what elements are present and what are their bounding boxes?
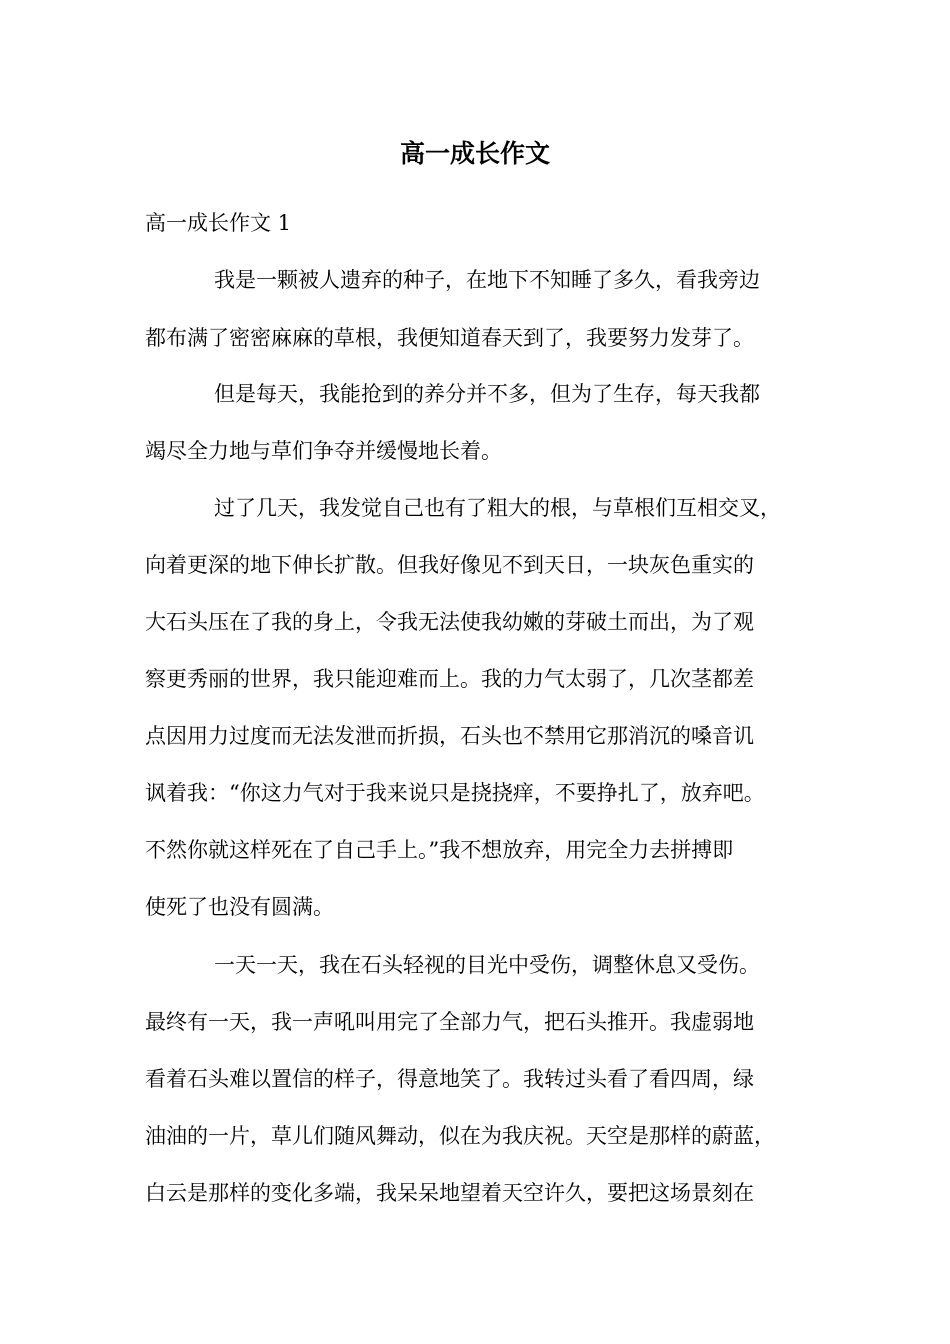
text-line: 看着石头难以置信的样子，得意地笑了。我转过头看了看四周，绿 bbox=[145, 1067, 754, 1091]
text-line: 察更秀丽的世界，我只能迎难而上。我的力气太弱了，几次茎都差 bbox=[145, 667, 754, 691]
text-line: 一天一天，我在石头轻视的目光中受伤，调整休息又受伤。 bbox=[214, 953, 760, 977]
text-line: 最终有一天，我一声吼叫用完了全部力气，把石头推开。我虚弱地 bbox=[145, 1010, 754, 1034]
text-line: 白云是那样的变化多端，我呆呆地望着天空许久，要把这场景刻在 bbox=[145, 1181, 754, 1205]
text-line: 但是每天，我能抢到的养分并不多，但为了生存，每天我都 bbox=[214, 382, 760, 406]
text-line: 讽着我：“你这力气对于我来说只是挠挠痒，不要挣扎了，放弃吧。 bbox=[145, 781, 765, 805]
text-line: 油油的一片，草儿们随风舞动，似在为我庆祝。天空是那样的蔚蓝， bbox=[145, 1124, 775, 1148]
text-line: 点因用力过度而无法发泄而折损，石头也不禁用它那消沉的嗓音讥 bbox=[145, 724, 754, 748]
text-line: 使死了也没有圆满。 bbox=[145, 895, 334, 919]
text-line: 我是一颗被人遗弃的种子，在地下不知睡了多久，看我旁边 bbox=[214, 268, 760, 292]
text-line: 向着更深的地下伸长扩散。但我好像见不到天日，一块灰色重实的 bbox=[145, 553, 754, 577]
text-line: 不然你就这样死在了自己手上。”我不想放弃，用完全力去拼搏即 bbox=[145, 838, 734, 862]
text-line: 都布满了密密麻麻的草根，我便知道春天到了，我要努力发芽了。 bbox=[145, 326, 754, 350]
section-heading: 高一成长作文 1 bbox=[145, 211, 292, 235]
text-line: 大石头压在了我的身上，令我无法使我幼嫩的芽破土而出，为了观 bbox=[145, 610, 754, 634]
text-line: 竭尽全力地与草们争夺并缓慢地长着。 bbox=[145, 439, 502, 463]
document-title: 高一成长作文 bbox=[399, 139, 550, 168]
text-line: 过了几天，我发觉自己也有了粗大的根，与草根们互相交叉， bbox=[214, 496, 781, 520]
